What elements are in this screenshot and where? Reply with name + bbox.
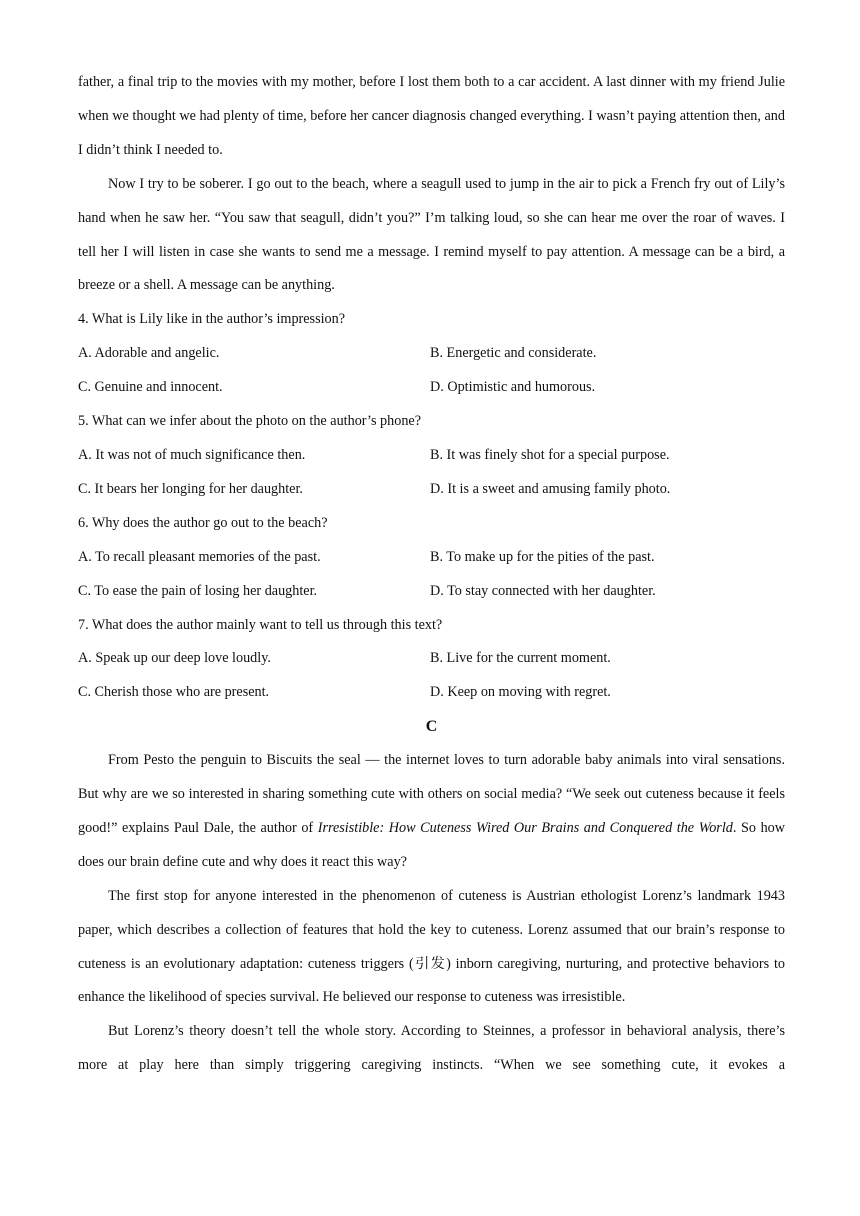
- option-b: B. It was finely shot for a special purpose.: [430, 446, 670, 463]
- option-c: C. Cherish those who are present.: [78, 684, 270, 701]
- question-stem: 6. Why does the author go out to the beach?: [78, 514, 328, 531]
- book-title: Irresistible: How Cuteness Wired Our Brains and Conquered the World: [317, 819, 733, 836]
- passage-paragraph: But Lorenz’s theory doesn’t tell the whole story. According to Steinnes, a professor in behavioral analysis, there’s more at play here than simply triggering caregiving instincts. “When we see something cute, it evokes a: [78, 1023, 785, 1074]
- option-b: B. Energetic and considerate.: [430, 345, 597, 362]
- passage-paragraph: Now I try to be soberer. I go out to the beach, where a seagull used to jump in the air to pick a French fry out of Lily’s hand when he saw her. “You saw that seagull, didn’t you?” I’m talking loud, so she can hear me over the roar of waves. I tell her I will listen in case she wants to send me a message. I remind myself to pay attention. A message can be a bird, a breeze or a shell. A message can be anything.: [78, 175, 785, 294]
- passage-paragraph: The first stop for anyone interested in the phenomenon of cuteness is Austrian ethologist Lorenz’s landmark 1943 paper, which describes a collection of features that hold the key to cuteness. Lorenz assumed that our brain’s response to cuteness is an evolutionary adaptation: cuteness triggers (引发) inborn caregiving, nurturing, and protective behaviors to enhance the likelihood of species survival. He believed our response to cuteness was irresistible.: [78, 887, 785, 1006]
- question-7: [78, 609, 785, 711]
- option-b: B. To make up for the pities of the past.: [430, 548, 655, 565]
- paragraph-text: . So how does our brain define cute and why does it react this way?: [78, 819, 786, 870]
- question-4: [78, 303, 785, 405]
- paragraph-text: From Pesto the penguin to Biscuits the seal — the internet loves to turn adorable baby animals into viral sensations. But why are we so interested in sharing something cute with others on social media? “We seek out cuteness because it feels good!” explains Paul Dale, the author of: [78, 752, 785, 836]
- question-6: [78, 507, 785, 609]
- option-b: B. Live for the current moment.: [430, 650, 611, 667]
- option-a: A. Speak up our deep love loudly.: [78, 650, 271, 667]
- option-d: D. Optimistic and humorous.: [430, 379, 596, 396]
- option-c: C. Genuine and innocent.: [78, 379, 223, 396]
- question-5: [78, 405, 785, 507]
- option-c: C. It bears her longing for her daughter.: [78, 480, 303, 497]
- option-d: D. It is a sweet and amusing family photo.: [430, 480, 671, 497]
- option-a: A. To recall pleasant memories of the past.: [78, 548, 321, 565]
- document-page: [78, 66, 785, 1083]
- question-stem: 7. What does the author mainly want to tell us through this text?: [78, 616, 443, 633]
- passage-paragraph: [78, 744, 785, 880]
- question-stem: 4. What is Lily like in the author’s impression?: [78, 311, 346, 328]
- option-d: D. Keep on moving with regret.: [430, 684, 611, 701]
- option-a: A. It was not of much significance then.: [78, 446, 306, 463]
- option-a: A. Adorable and angelic.: [78, 345, 220, 362]
- option-d: D. To stay connected with her daughter.: [430, 582, 656, 599]
- section-heading: C: [425, 718, 438, 736]
- question-stem: 5. What can we infer about the photo on the author’s phone?: [78, 413, 422, 430]
- option-c: C. To ease the pain of losing her daughter.: [78, 582, 318, 599]
- passage-paragraph: father, a final trip to the movies with my mother, before I lost them both to a car accident. A last dinner with my friend Julie when we thought we had plenty of time, before her cancer diagnosis changed everything. I wasn’t paying attention then, and I didn’t think I needed to.: [78, 74, 785, 158]
